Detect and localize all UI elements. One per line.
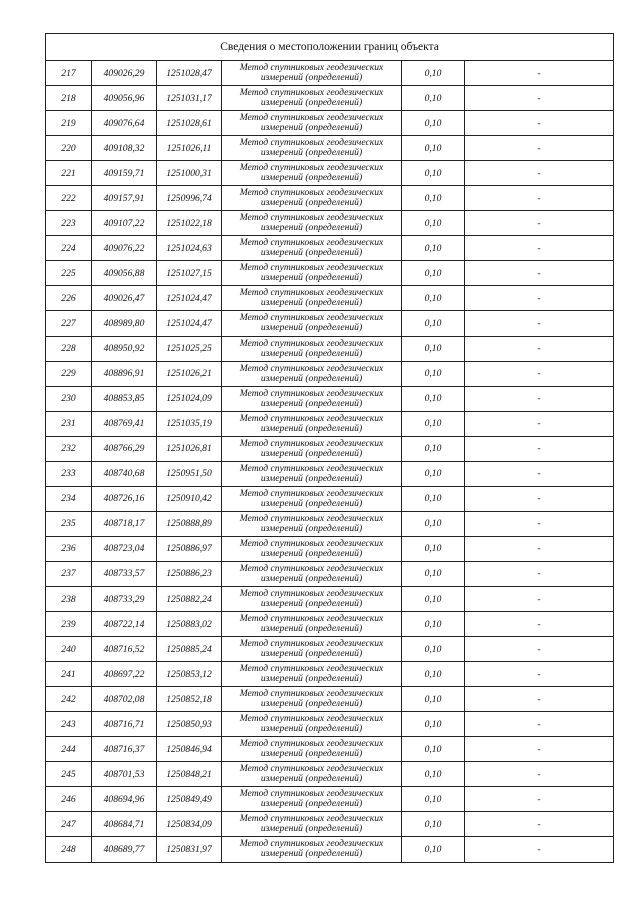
tolerance-cell: 0,10 [402,261,465,286]
point-number-cell: 225 [46,261,92,286]
table-row [46,311,614,336]
y-coordinate-cell: 1250885,24 [157,637,222,662]
description-cell: - [465,687,614,712]
method-cell: Метод спутниковых геодезических измерений (определений) [222,712,402,737]
tolerance-cell: 0,10 [402,61,465,86]
table-row [46,361,614,386]
tolerance-cell: 0,10 [402,561,465,586]
table-row [46,136,614,161]
x-coordinate-cell: 408766,29 [92,436,157,461]
tolerance-cell: 0,10 [402,812,465,837]
x-coordinate-cell: 408853,85 [92,386,157,411]
tolerance-cell: 0,10 [402,787,465,812]
description-cell: - [465,411,614,436]
method-cell: Метод спутниковых геодезических измерений (определений) [222,86,402,111]
method-cell: Метод спутниковых геодезических измерений (определений) [222,787,402,812]
y-coordinate-cell: 1251025,25 [157,336,222,361]
method-cell: Метод спутниковых геодезических измерений (определений) [222,687,402,712]
description-cell: - [465,762,614,787]
table-title: Сведения о местоположении границ объекта [46,34,614,61]
y-coordinate-cell: 1251022,18 [157,211,222,236]
table-row [46,561,614,586]
y-coordinate-cell: 1250886,23 [157,561,222,586]
y-coordinate-cell: 1250846,94 [157,737,222,762]
description-cell: - [465,737,614,762]
description-cell: - [465,261,614,286]
tolerance-cell: 0,10 [402,311,465,336]
description-cell: - [465,361,614,386]
table-row [46,762,614,787]
tolerance-cell: 0,10 [402,461,465,486]
y-coordinate-cell: 1251027,15 [157,261,222,286]
table-row [46,411,614,436]
point-number-cell: 233 [46,461,92,486]
y-coordinate-cell: 1251031,17 [157,86,222,111]
x-coordinate-cell: 408733,57 [92,561,157,586]
tolerance-cell: 0,10 [402,712,465,737]
point-number-cell: 226 [46,286,92,311]
y-coordinate-cell: 1250848,21 [157,762,222,787]
point-number-cell: 236 [46,536,92,561]
point-number-cell: 241 [46,662,92,687]
tolerance-cell: 0,10 [402,486,465,511]
x-coordinate-cell: 409108,32 [92,136,157,161]
x-coordinate-cell: 408722,14 [92,612,157,637]
y-coordinate-cell: 1251026,11 [157,136,222,161]
table-row [46,86,614,111]
y-coordinate-cell: 1250882,24 [157,586,222,611]
method-cell: Метод спутниковых геодезических измерений (определений) [222,812,402,837]
table-row [46,812,614,837]
point-number-cell: 224 [46,236,92,261]
table-row [46,436,614,461]
x-coordinate-cell: 409159,71 [92,161,157,186]
method-cell: Метод спутниковых геодезических измерений (определений) [222,561,402,586]
method-cell: Метод спутниковых геодезических измерений (определений) [222,436,402,461]
tolerance-cell: 0,10 [402,111,465,136]
y-coordinate-cell: 1251024,47 [157,286,222,311]
y-coordinate-cell: 1250910,42 [157,486,222,511]
y-coordinate-cell: 1251024,63 [157,236,222,261]
y-coordinate-cell: 1250996,74 [157,186,222,211]
point-number-cell: 231 [46,411,92,436]
method-cell: Метод спутниковых геодезических измерений (определений) [222,536,402,561]
y-coordinate-cell: 1250853,12 [157,662,222,687]
table-row [46,386,614,411]
point-number-cell: 232 [46,436,92,461]
method-cell: Метод спутниковых геодезических измерений (определений) [222,411,402,436]
document-sheet [45,33,613,863]
method-cell: Метод спутниковых геодезических измерений (определений) [222,586,402,611]
y-coordinate-cell: 1250834,09 [157,812,222,837]
x-coordinate-cell: 408950,92 [92,336,157,361]
point-number-cell: 219 [46,111,92,136]
description-cell: - [465,637,614,662]
table-row [46,336,614,361]
tolerance-cell: 0,10 [402,186,465,211]
point-number-cell: 245 [46,762,92,787]
y-coordinate-cell: 1250883,02 [157,612,222,637]
method-cell: Метод спутниковых геодезических измерений (определений) [222,762,402,787]
x-coordinate-cell: 408697,22 [92,662,157,687]
point-number-cell: 248 [46,837,92,862]
x-coordinate-cell: 408716,37 [92,737,157,762]
point-number-cell: 221 [46,161,92,186]
x-coordinate-cell: 409076,64 [92,111,157,136]
x-coordinate-cell: 408769,41 [92,411,157,436]
y-coordinate-cell: 1250888,89 [157,511,222,536]
method-cell: Метод спутниковых геодезических измерений (определений) [222,361,402,386]
point-number-cell: 235 [46,511,92,536]
y-coordinate-cell: 1250886,97 [157,536,222,561]
x-coordinate-cell: 409056,96 [92,86,157,111]
method-cell: Метод спутниковых геодезических измерений (определений) [222,511,402,536]
point-number-cell: 238 [46,586,92,611]
description-cell: - [465,586,614,611]
y-coordinate-cell: 1250951,50 [157,461,222,486]
method-cell: Метод спутниковых геодезических измерений (определений) [222,662,402,687]
description-cell: - [465,536,614,561]
method-cell: Метод спутниковых геодезических измерений (определений) [222,336,402,361]
table-row [46,236,614,261]
tolerance-cell: 0,10 [402,286,465,311]
x-coordinate-cell: 408726,16 [92,486,157,511]
x-coordinate-cell: 408716,71 [92,712,157,737]
table-row [46,511,614,536]
tolerance-cell: 0,10 [402,336,465,361]
method-cell: Метод спутниковых геодезических измерений (определений) [222,236,402,261]
point-number-cell: 237 [46,561,92,586]
description-cell: - [465,662,614,687]
description-cell: - [465,386,614,411]
method-cell: Метод спутниковых геодезических измерений (определений) [222,286,402,311]
table-title-row [46,34,614,61]
tolerance-cell: 0,10 [402,762,465,787]
table-row [46,211,614,236]
tolerance-cell: 0,10 [402,536,465,561]
description-cell: - [465,712,614,737]
point-number-cell: 240 [46,637,92,662]
table-row [46,61,614,86]
x-coordinate-cell: 409157,91 [92,186,157,211]
description-cell: - [465,461,614,486]
table-body [46,61,614,863]
table-row [46,186,614,211]
point-number-cell: 229 [46,361,92,386]
x-coordinate-cell: 409026,47 [92,286,157,311]
x-coordinate-cell: 408702,08 [92,687,157,712]
point-number-cell: 220 [46,136,92,161]
table-row [46,586,614,611]
x-coordinate-cell: 408718,17 [92,511,157,536]
method-cell: Метод спутниковых геодезических измерений (определений) [222,161,402,186]
description-cell: - [465,136,614,161]
y-coordinate-cell: 1251000,31 [157,161,222,186]
tolerance-cell: 0,10 [402,612,465,637]
tolerance-cell: 0,10 [402,161,465,186]
description-cell: - [465,111,614,136]
description-cell: - [465,336,614,361]
x-coordinate-cell: 409056,88 [92,261,157,286]
description-cell: - [465,436,614,461]
method-cell: Метод спутниковых геодезических измерений (определений) [222,837,402,862]
y-coordinate-cell: 1251024,47 [157,311,222,336]
tolerance-cell: 0,10 [402,436,465,461]
method-cell: Метод спутниковых геодезических измерений (определений) [222,186,402,211]
x-coordinate-cell: 408684,71 [92,812,157,837]
method-cell: Метод спутниковых геодезических измерений (определений) [222,261,402,286]
y-coordinate-cell: 1251028,61 [157,111,222,136]
table-row [46,486,614,511]
tolerance-cell: 0,10 [402,662,465,687]
x-coordinate-cell: 408716,52 [92,637,157,662]
table-row [46,161,614,186]
method-cell: Метод спутниковых геодезических измерений (определений) [222,61,402,86]
tolerance-cell: 0,10 [402,361,465,386]
table-row [46,637,614,662]
tolerance-cell: 0,10 [402,236,465,261]
y-coordinate-cell: 1251026,21 [157,361,222,386]
y-coordinate-cell: 1251028,47 [157,61,222,86]
method-cell: Метод спутниковых геодезических измерений (определений) [222,111,402,136]
x-coordinate-cell: 408733,29 [92,586,157,611]
point-number-cell: 230 [46,386,92,411]
table-row [46,461,614,486]
point-number-cell: 247 [46,812,92,837]
tolerance-cell: 0,10 [402,511,465,536]
method-cell: Метод спутниковых геодезических измерений (определений) [222,311,402,336]
table-row [46,261,614,286]
tolerance-cell: 0,10 [402,411,465,436]
x-coordinate-cell: 409076,22 [92,236,157,261]
point-number-cell: 239 [46,612,92,637]
table-row [46,712,614,737]
x-coordinate-cell: 408896,91 [92,361,157,386]
x-coordinate-cell: 408989,80 [92,311,157,336]
method-cell: Метод спутниковых геодезических измерений (определений) [222,461,402,486]
tolerance-cell: 0,10 [402,86,465,111]
method-cell: Метод спутниковых геодезических измерений (определений) [222,737,402,762]
y-coordinate-cell: 1250852,18 [157,687,222,712]
y-coordinate-cell: 1250831,97 [157,837,222,862]
point-number-cell: 218 [46,86,92,111]
method-cell: Метод спутниковых геодезических измерений (определений) [222,136,402,161]
description-cell: - [465,787,614,812]
description-cell: - [465,236,614,261]
description-cell: - [465,61,614,86]
method-cell: Метод спутниковых геодезических измерений (определений) [222,612,402,637]
point-number-cell: 243 [46,712,92,737]
description-cell: - [465,837,614,862]
x-coordinate-cell: 408694,96 [92,787,157,812]
tolerance-cell: 0,10 [402,136,465,161]
table-row [46,111,614,136]
tolerance-cell: 0,10 [402,737,465,762]
y-coordinate-cell: 1250850,93 [157,712,222,737]
method-cell: Метод спутниковых геодезических измерений (определений) [222,486,402,511]
table-row [46,536,614,561]
description-cell: - [465,311,614,336]
description-cell: - [465,211,614,236]
description-cell: - [465,186,614,211]
y-coordinate-cell: 1251035,19 [157,411,222,436]
point-number-cell: 223 [46,211,92,236]
tolerance-cell: 0,10 [402,386,465,411]
description-cell: - [465,511,614,536]
point-number-cell: 246 [46,787,92,812]
table-row [46,737,614,762]
table-row [46,787,614,812]
method-cell: Метод спутниковых геодезических измерений (определений) [222,386,402,411]
x-coordinate-cell: 408701,53 [92,762,157,787]
table-row [46,286,614,311]
point-number-cell: 217 [46,61,92,86]
table-row [46,837,614,862]
x-coordinate-cell: 408740,68 [92,461,157,486]
x-coordinate-cell: 409026,29 [92,61,157,86]
description-cell: - [465,561,614,586]
method-cell: Метод спутниковых геодезических измерений (определений) [222,211,402,236]
description-cell: - [465,812,614,837]
x-coordinate-cell: 408723,04 [92,536,157,561]
tolerance-cell: 0,10 [402,837,465,862]
table-row [46,612,614,637]
x-coordinate-cell: 409107,22 [92,211,157,236]
point-number-cell: 227 [46,311,92,336]
y-coordinate-cell: 1251026,81 [157,436,222,461]
table-row [46,662,614,687]
description-cell: - [465,612,614,637]
y-coordinate-cell: 1251024,09 [157,386,222,411]
boundary-coordinates-table [45,33,614,863]
point-number-cell: 228 [46,336,92,361]
y-coordinate-cell: 1250849,49 [157,787,222,812]
tolerance-cell: 0,10 [402,637,465,662]
description-cell: - [465,161,614,186]
tolerance-cell: 0,10 [402,586,465,611]
description-cell: - [465,486,614,511]
description-cell: - [465,286,614,311]
tolerance-cell: 0,10 [402,211,465,236]
point-number-cell: 222 [46,186,92,211]
point-number-cell: 234 [46,486,92,511]
point-number-cell: 244 [46,737,92,762]
table-row [46,687,614,712]
tolerance-cell: 0,10 [402,687,465,712]
description-cell: - [465,86,614,111]
point-number-cell: 242 [46,687,92,712]
method-cell: Метод спутниковых геодезических измерений (определений) [222,637,402,662]
x-coordinate-cell: 408689,77 [92,837,157,862]
